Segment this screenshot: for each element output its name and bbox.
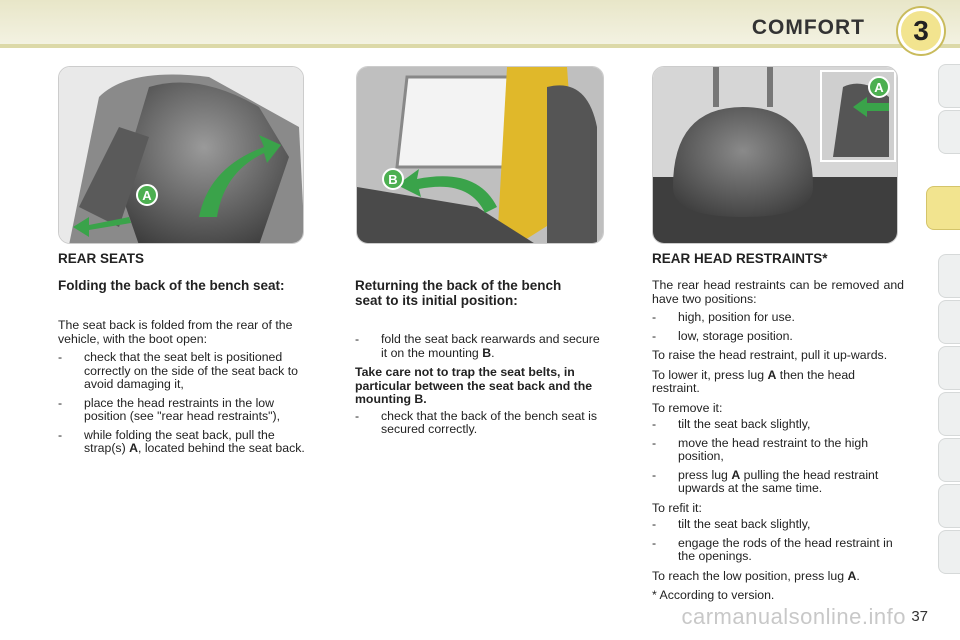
page-number: 37: [911, 608, 928, 625]
photo1-label-a: A: [142, 188, 152, 203]
photo-head-restraints: [652, 66, 898, 244]
raise-instruction: To raise the head restraint, pull it up-wards.: [652, 348, 888, 362]
list-item: - while folding the seat back, pull the strap(s) A, located behind the seat back.: [58, 427, 305, 455]
chapter-tab-10[interactable]: [938, 530, 960, 574]
folding-body: [58, 319, 314, 456]
list-item: - high, position for use.: [652, 310, 795, 324]
list-item: - place the head restraints in the low position (see "rear head restraints"),: [58, 395, 281, 423]
list-item: - engage the rods of the head restraint in the openings.: [652, 535, 893, 563]
returning-subheading: Returning the back of the bench seat to its initial position:: [355, 278, 562, 308]
lower-instruction: To lower it, press lug A then the head restraint.: [652, 367, 856, 395]
list-item: - tilt the seat back slightly,: [652, 517, 811, 531]
photo2-label-b: B: [388, 172, 398, 187]
head-restraints-body: [652, 279, 904, 603]
chapter-tabs: [930, 64, 960, 574]
list-item: - move the head restraint to the high position,: [652, 435, 869, 463]
returning-body: [355, 333, 608, 437]
list-item: - fold the seat back rearwards and secure it on the mounting B.: [355, 332, 600, 360]
chapter-badge: [898, 8, 944, 54]
chapter-tab-5[interactable]: [938, 300, 960, 344]
photo3-label-a: A: [874, 80, 884, 95]
head-restraints-intro: The rear head restraints can be removed and have two positions:: [652, 278, 904, 306]
seatbelt-warning: Take care not to trap the seat belts, in particular between the seat back and the mounting B.: [355, 365, 593, 406]
low-position-instruction: To reach the low position, press lug A.: [652, 568, 860, 583]
photo-returning-seat: [356, 66, 604, 244]
photo-folding-seat: [58, 66, 304, 244]
chapter-number: 3: [913, 15, 929, 46]
chapter-tab-8[interactable]: [938, 438, 960, 482]
footnote: * According to version.: [652, 588, 775, 602]
chapter-tab-3-active[interactable]: [926, 186, 960, 230]
section-title: COMFORT: [751, 16, 865, 39]
chapter-tab-1[interactable]: [938, 64, 960, 108]
chapter-tab-6[interactable]: [938, 346, 960, 390]
header-strip: [0, 44, 960, 48]
head-restraints-heading: REAR HEAD RESTRAINTS*: [652, 251, 828, 266]
list-item: - low, storage position.: [652, 328, 793, 343]
folding-intro: The seat back is folded from the rear of the vehicle, with the boot open:: [58, 318, 293, 346]
list-item: - check that the back of the bench seat is secured correctly.: [355, 408, 598, 436]
rear-seats-heading: REAR SEATS: [58, 251, 145, 266]
watermark: carmanualsonline.info: [681, 604, 906, 629]
remove-title: To remove it:: [652, 400, 723, 415]
chapter-tab-4[interactable]: [938, 254, 960, 298]
list-item: - check that the seat belt is positioned correctly on the side of the seat back to avoid damaging it,: [58, 350, 298, 391]
chapter-tab-2[interactable]: [938, 110, 960, 154]
folding-subheading: Folding the back of the bench seat:: [58, 278, 285, 293]
refit-title: To refit it:: [652, 500, 702, 515]
chapter-tab-7[interactable]: [938, 392, 960, 436]
chapter-tab-9[interactable]: [938, 484, 960, 528]
list-item: - tilt the seat back slightly,: [652, 417, 811, 431]
list-item: - press lug A pulling the head restraint upwards at the same time.: [652, 467, 879, 495]
